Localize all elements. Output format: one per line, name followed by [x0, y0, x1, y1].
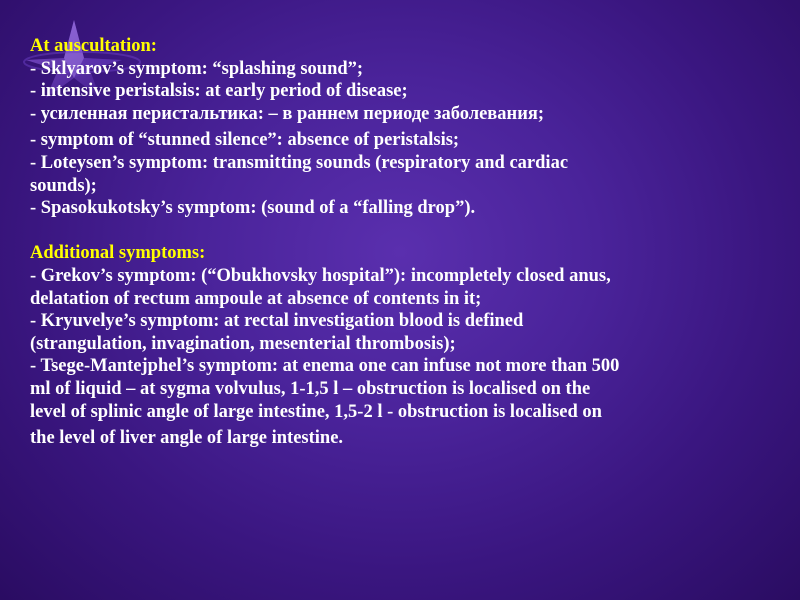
text-line: - Kryuvelye’s symptom: at rectal investigation blood is defined — [30, 311, 524, 332]
text-line: - Grekov’s symptom: (“Obukhovsky hospital”): incompletely closed anus, — [30, 265, 611, 286]
text-line: sounds); — [30, 175, 97, 196]
text-line: - усиленная перистальтика: – в раннем периоде заболевания; — [30, 103, 545, 124]
text-line: - Loteysen’s symptom: transmitting sounds (respiratory and cardiac — [30, 152, 569, 173]
slide-text — [30, 35, 800, 450]
text-line: - Tsege-Mantejphel’s symptom: at enema one can infuse not more than 500 — [30, 356, 620, 377]
text-line: - Sklyarov’s symptom: “splashing sound”; — [30, 58, 364, 79]
text-line: ml of liquid – at sygma volvulus, 1-1,5 l – obstruction is localised on the — [30, 378, 591, 399]
heading-auscultation: At auscultation: — [30, 36, 157, 56]
text-line: - symptom of “stunned silence”: absence of peristalsis; — [30, 130, 460, 151]
text-line: level of splinic angle of large intestine, 1,5-2 l - obstruction is localised on — [30, 401, 602, 422]
heading-additional-symptoms: Additional symptoms: — [30, 243, 206, 264]
text-line: - intensive peristalsis: at early period of disease; — [30, 81, 408, 102]
text-line: - Spasokukotsky’s symptom: (sound of a “falling drop”). — [30, 198, 476, 219]
text-line: (strangulation, invagination, mesenterial thrombosis); — [30, 333, 456, 354]
text-line: delatation of rectum ampoule at absence of contents in it; — [30, 288, 482, 309]
text-line: the level of liver angle of large intestine. — [30, 428, 344, 449]
